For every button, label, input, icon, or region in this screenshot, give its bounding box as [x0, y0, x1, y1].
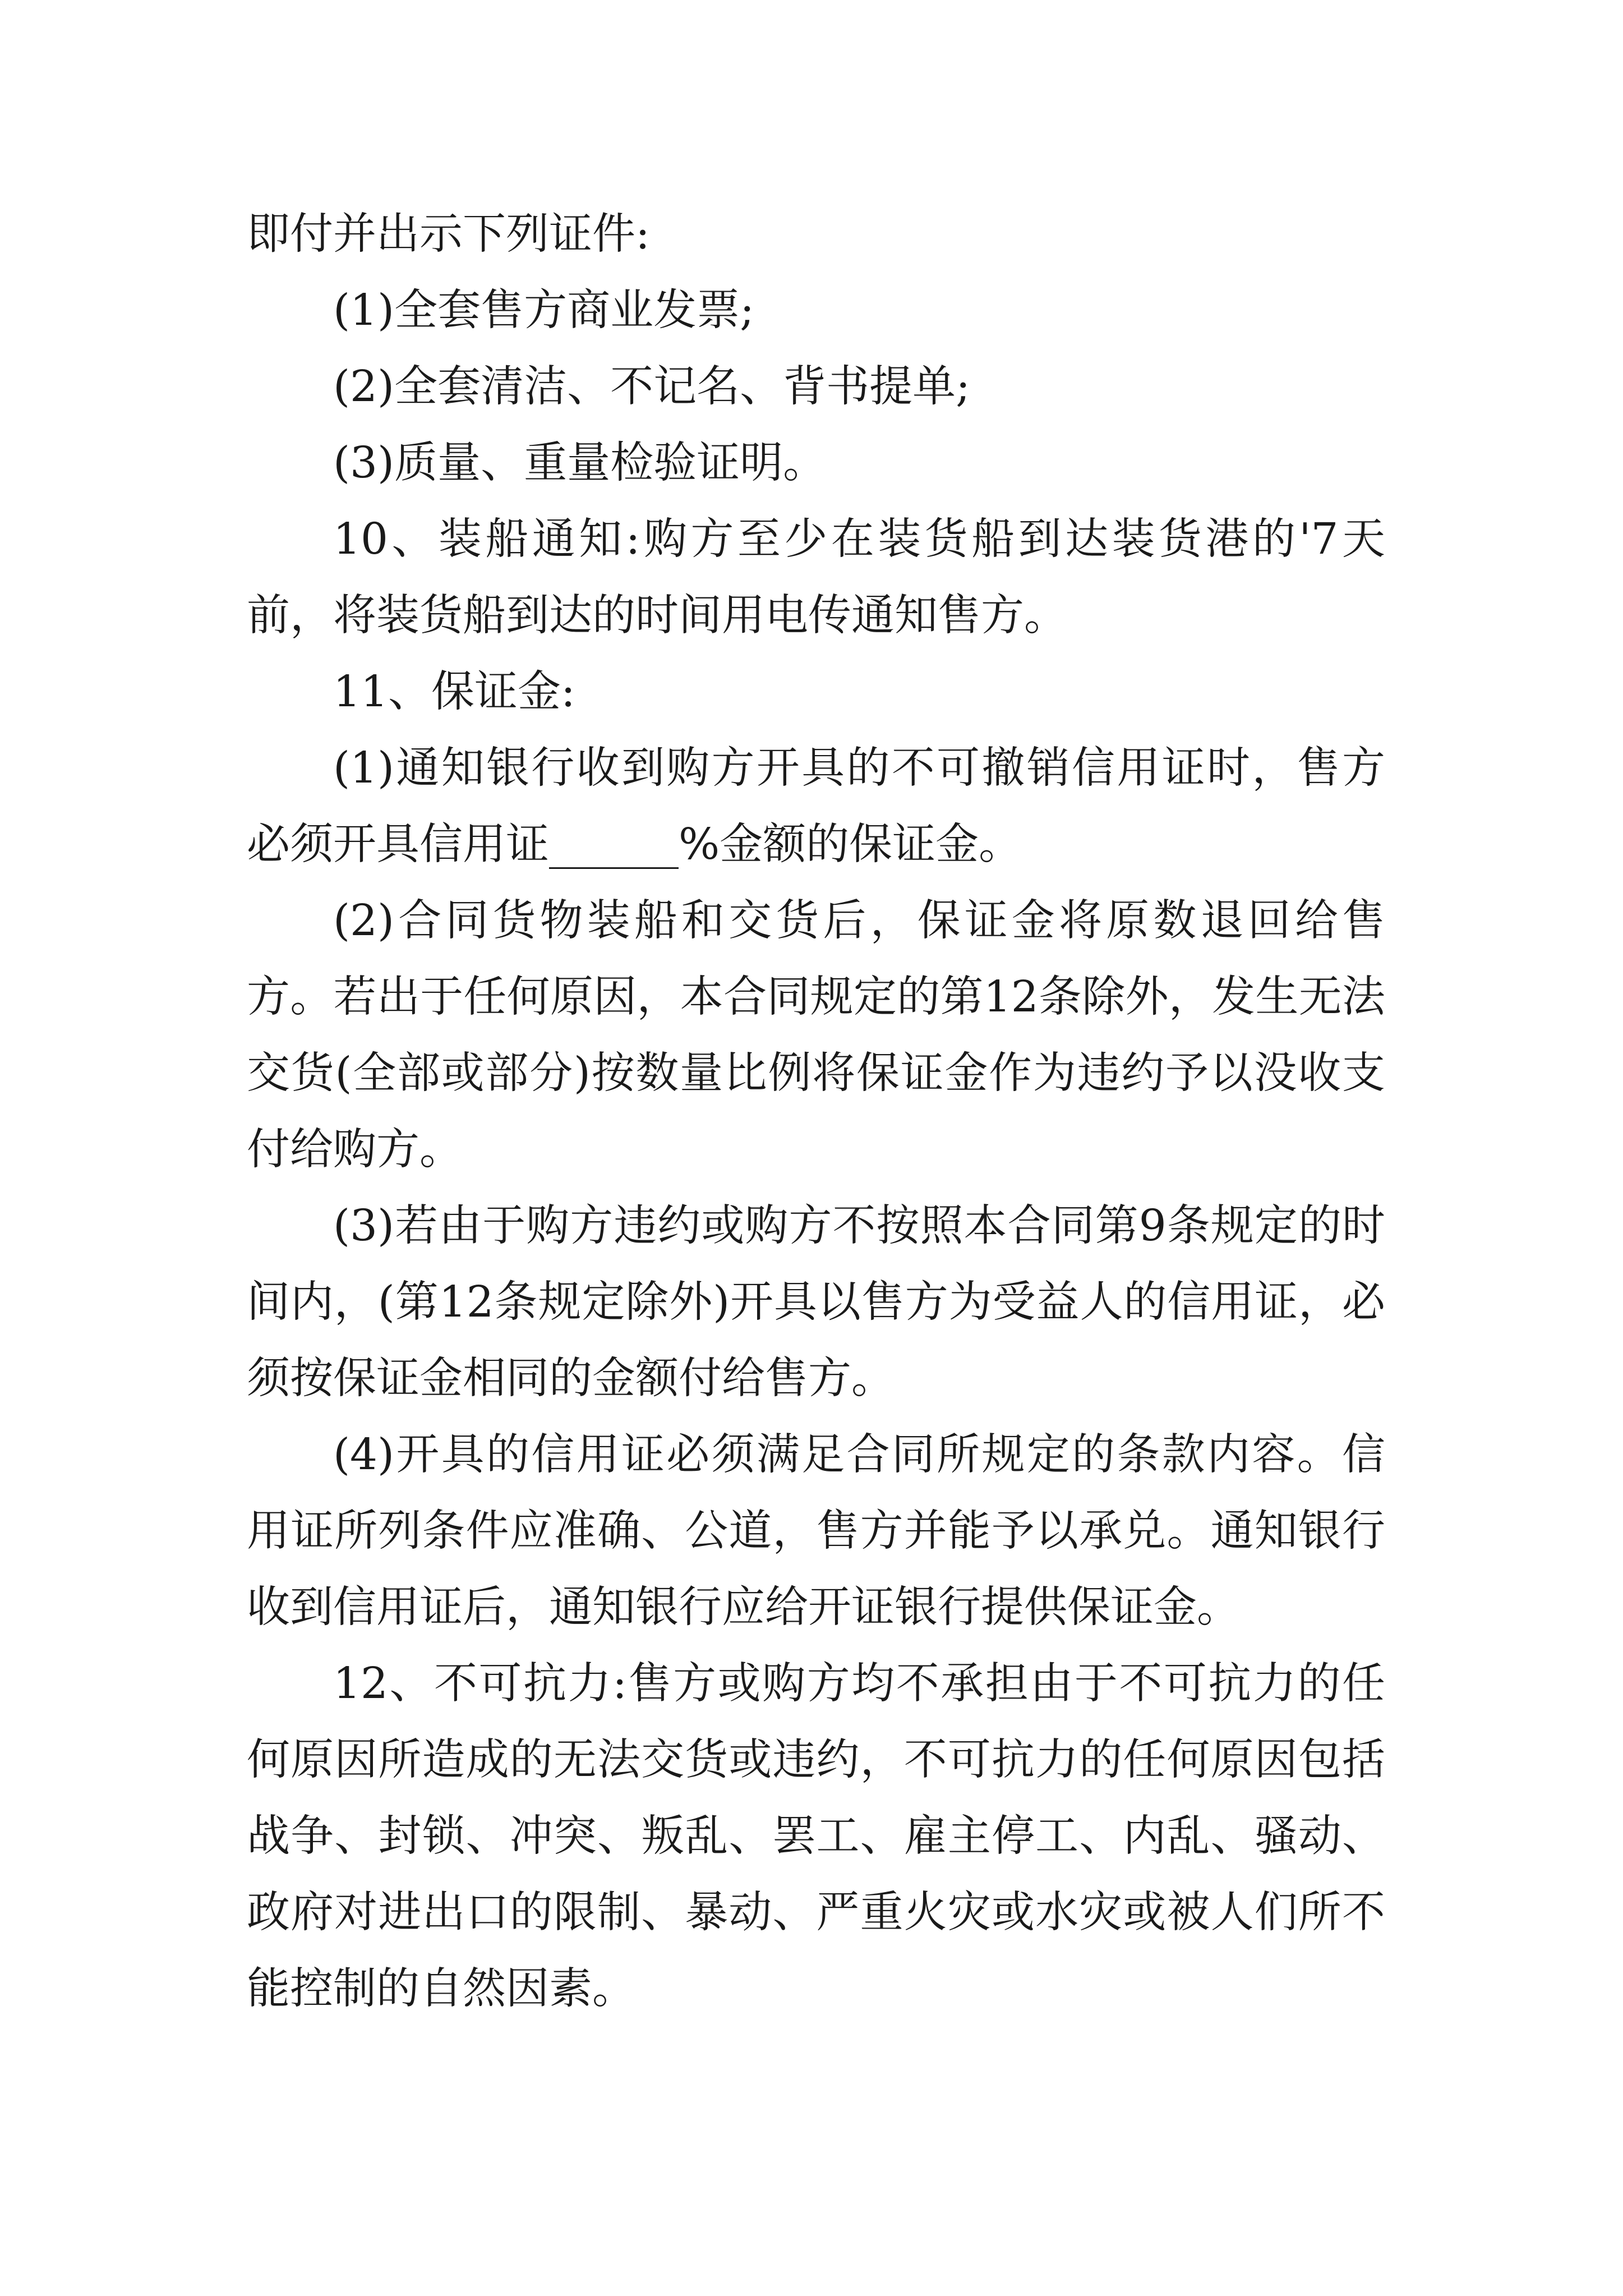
paragraph-clause-11-heading: 11、保证金:	[333, 667, 575, 717]
paragraph-clause-11-2: (2)合同货物装船和交货后，保证金将原数退回给售方。若出于任何原因，本合同规定的第12条除外，发生无法交货(全部或部分)按数量比例将保证金作为违约予以没收支付给购方。	[247, 896, 1385, 1175]
paragraph-clause-12: 12、不可抗力:售方或购方均不承担由于不可抗力的任何原因所造成的无法交货或违约，不可抗力的任何原因包括战争、封锁、冲突、叛乱、罢工、雇主停工、内乱、骚动、政府对进出口的限制、暴动、严重火灾或水灾或被人们所不能控制的自然因素。	[247, 1659, 1385, 2014]
paragraph-clause-11-3: (3)若由于购方违约或购方不按照本合同第9条规定的时间内，(第12条规定除外)开具以售方为受益人的信用证，必须按保证金相同的金额付给售方。	[247, 1201, 1385, 1404]
paragraph-clause-10: 10、装船通知:购方至少在装货船到达装货港的'7天前，将装货船到达的时间用电传通知售方。	[247, 514, 1385, 641]
paragraph-clause-11-4: (4)开具的信用证必须满足合同所规定的条款内容。信用证所列条件应准确、公道，售方并能予以承兑。通知银行收到信用证后，通知银行应给开证银行提供保证金。	[247, 1430, 1385, 1632]
paragraph-item-2: (2)全套清洁、不记名、背书提单;	[333, 362, 971, 412]
paragraph-continuation: 即付并出示下列证件:	[247, 209, 650, 259]
paragraph-item-1: (1)全套售方商业发票;	[333, 286, 755, 335]
paragraph-item-3: (3)质量、重量检验证明。	[333, 438, 827, 488]
paragraph-clause-11-1: (1)通知银行收到购方开具的不可撤销信用证时，售方必须开具信用证______%金额的保证金。	[247, 743, 1385, 869]
document-body	[247, 196, 1385, 2027]
